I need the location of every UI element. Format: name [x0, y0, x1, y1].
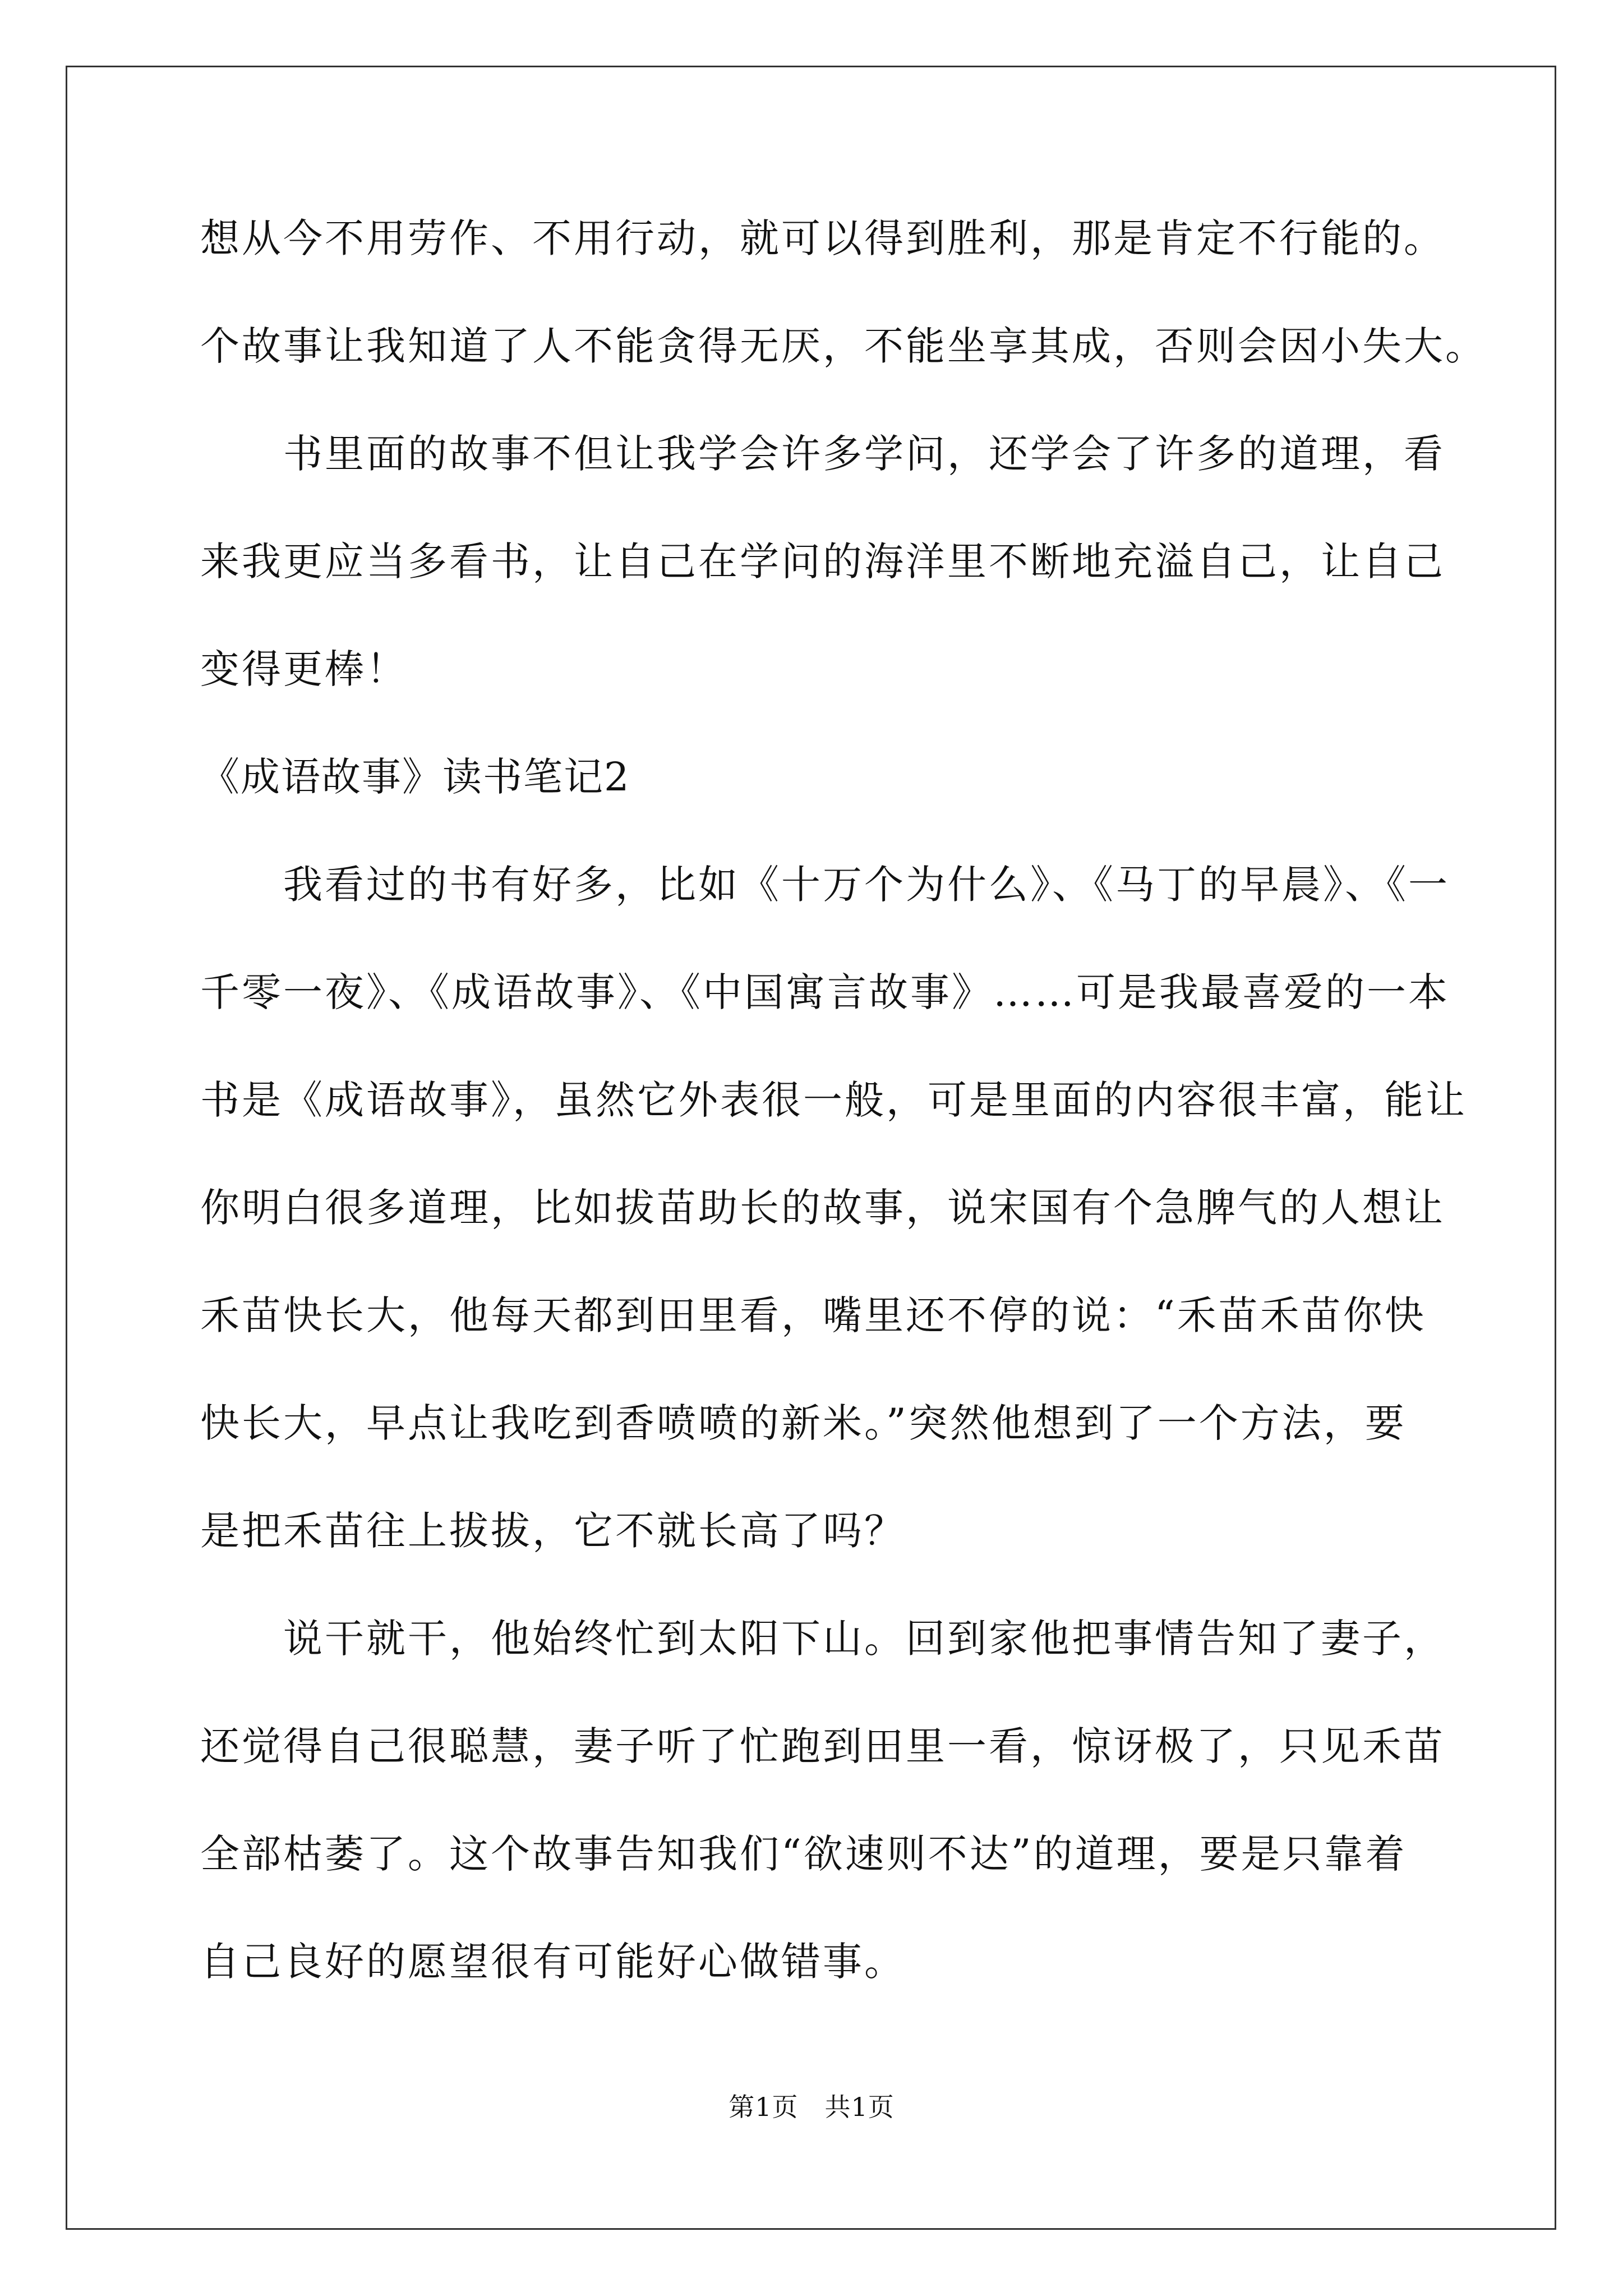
- paragraph-start: 说干就干，他始终忙到太阳下山。回到家他把事情告知了妻子，: [283, 1616, 1445, 1662]
- text-line: 来我更应当多看书，让自己在学问的海洋里不断地充溢自己，让自己: [200, 539, 1445, 585]
- text-line: 想从今不用劳作、不用行动，就可以得到胜利，那是肯定不行能的。: [200, 215, 1445, 261]
- text-line: 是把禾苗往上拔拔，它不就长高了吗？: [200, 1508, 906, 1554]
- document-body: [200, 215, 1487, 2047]
- text-line: 变得更棒！: [200, 646, 408, 692]
- paragraph-start: 书里面的故事不但让我学会许多学问，还学会了许多的道理，看: [283, 431, 1445, 477]
- paragraph-start: 我看过的书有好多，比如《十万个为什么》、《马丁的早晨》、《一: [283, 862, 1450, 908]
- text-line: 禾苗快长大，他每天都到田里看，嘴里还不停的说：“禾苗禾苗你快: [200, 1292, 1426, 1338]
- text-line: 自己良好的愿望很有可能好心做错事。: [200, 1939, 906, 1985]
- page-footer: [0, 2091, 1623, 2123]
- text-line: 书是《成语故事》，虽然它外表很一般，可是里面的内容很丰富，能让: [200, 1077, 1467, 1123]
- text-line: 千零一夜》、《成语故事》、《中国寓言故事》……可是我最喜爱的一本: [200, 969, 1450, 1015]
- page-total: 共1页: [824, 2092, 895, 2122]
- text-line: 还觉得自己很聪慧，妻子听了忙跑到田里一看，惊讶极了，只见禾苗: [200, 1723, 1445, 1769]
- text-line: 全部枯萎了。这个故事告知我们“欲速则不达”的道理，要是只靠着: [200, 1831, 1407, 1877]
- page-number: 第1页: [728, 2092, 799, 2122]
- text-line: 快长大，早点让我吃到香喷喷的新米。”突然他想到了一个方法，要: [200, 1400, 1407, 1446]
- text-line: 你明白很多道理，比如拔苗助长的故事，说宋国有个急脾气的人想让: [200, 1185, 1445, 1231]
- section-heading: 《成语故事》读书笔记2: [200, 754, 630, 800]
- text-line: 个故事让我知道了人不能贪得无厌，不能坐享其成，否则会因小失大。: [200, 323, 1487, 369]
